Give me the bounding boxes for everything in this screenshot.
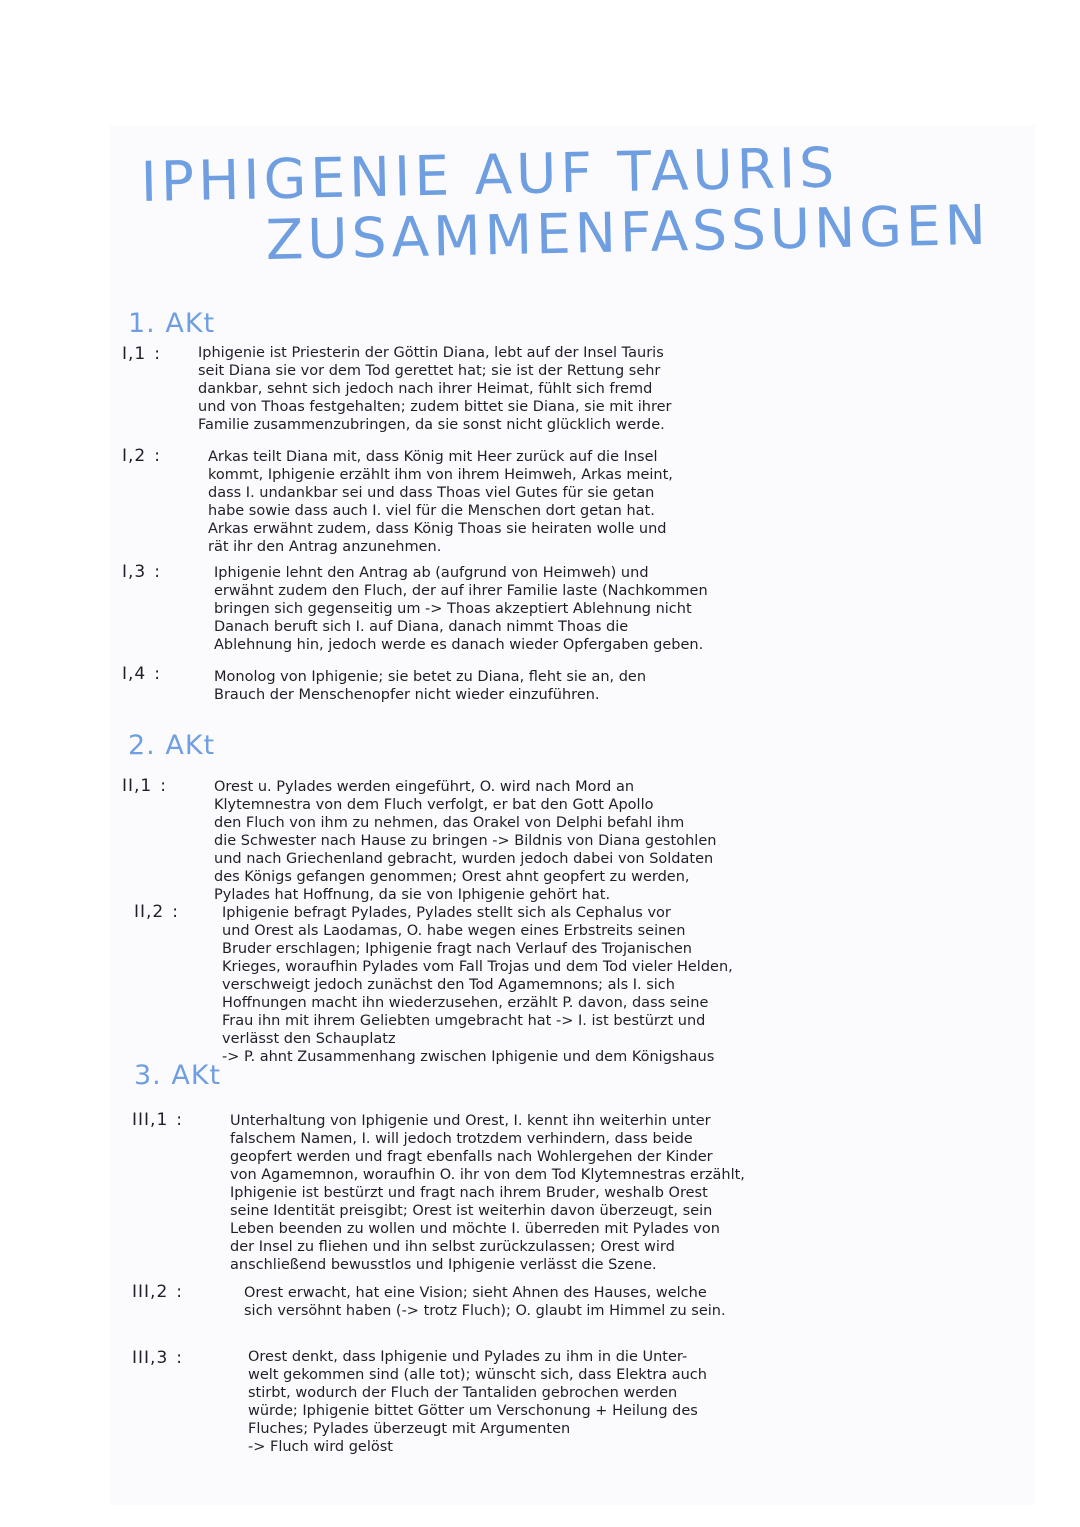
scene-text	[222, 904, 733, 1066]
scene-label: III,1 :	[132, 1110, 183, 1130]
page-title-line1: IPHIGENIE AUF TAURIS	[140, 135, 839, 214]
text-line: Brauch der Menschenopfer nicht wieder einzuführen.	[214, 687, 600, 703]
scene-label: III,3 :	[132, 1348, 183, 1368]
text-line: -> Fluch wird gelöst	[248, 1439, 393, 1455]
text-line: Krieges, woraufhin Pylades vom Fall Trojas und dem Tod vieler Helden,	[222, 959, 733, 975]
text-line: stirbt, wodurch der Fluch der Tantaliden gebrochen werden	[248, 1385, 678, 1401]
scene-text	[214, 778, 716, 904]
text-line: verschweigt jedoch zunächst den Tod Agamemnons; als I. sich	[222, 977, 675, 993]
scene-text	[248, 1348, 707, 1456]
text-line: Arkas erwähnt zudem, dass König Thoas sie heiraten wolle und	[208, 521, 667, 537]
text-line: anschließend bewusstlos und Iphigenie verlässt die Szene.	[230, 1257, 657, 1273]
text-line: Arkas teilt Diana mit, dass König mit Heer zurück auf die Insel	[208, 449, 658, 465]
text-line: Familie zusammenzubringen, da sie sonst nicht glücklich werde.	[198, 417, 665, 433]
text-line: Ablehnung hin, jedoch werde es danach wieder Opfergaben geben.	[214, 637, 704, 653]
text-line: Iphigenie befragt Pylades, Pylades stellt sich als Cephalus vor	[222, 905, 671, 921]
text-line: rät ihr den Antrag anzunehmen.	[208, 539, 442, 555]
scene-text	[244, 1284, 726, 1320]
scene-text	[198, 344, 671, 434]
text-line: -> P. ahnt Zusammenhang zwischen Iphigenie und dem Königshaus	[222, 1049, 715, 1065]
text-line: und von Thoas festgehalten; zudem bittet sie Diana, sie mit ihrer	[198, 399, 672, 415]
text-line: welt gekommen sind (alle tot); wünscht sich, dass Elektra auch	[248, 1367, 707, 1383]
act-heading: 3. AKt	[134, 1060, 222, 1091]
scene-text	[214, 668, 646, 704]
text-line: Frau ihn mit ihrem Geliebten umgebracht hat -> I. ist bestürzt und	[222, 1013, 706, 1029]
text-line: den Fluch von ihm zu nehmen, das Orakel von Delphi befahl ihm	[214, 815, 685, 831]
text-line: Bruder erschlagen; Iphigenie fragt nach Verlauf des Trojanischen	[222, 941, 692, 957]
text-line: und Orest als Laodamas, O. habe wegen eines Erbstreits seinen	[222, 923, 686, 939]
scene-text	[208, 448, 673, 556]
text-line: Danach beruft sich I. auf Diana, danach nimmt Thoas die	[214, 619, 629, 635]
text-line: dass I. undankbar sei und dass Thoas viel Gutes für sie getan	[208, 485, 655, 501]
text-line: kommt, Iphigenie erzählt ihm von ihrem Heimweh, Arkas meint,	[208, 467, 673, 483]
scene-text	[214, 564, 708, 654]
text-line: würde; Iphigenie bittet Götter um Verschonung + Heilung des	[248, 1403, 698, 1419]
text-line: des Königs gefangen genommen; Orest ahnt geopfert zu werden,	[214, 869, 690, 885]
text-line: Iphigenie ist bestürzt und fragt nach ihrem Bruder, weshalb Orest	[230, 1185, 708, 1201]
text-line: falschem Namen, I. will jedoch trotzdem verhindern, dass beide	[230, 1131, 693, 1147]
text-line: Monolog von Iphigenie; sie betet zu Diana, fleht sie an, den	[214, 669, 647, 685]
act-heading: 2. AKt	[128, 730, 216, 761]
scene-label: I,4 :	[122, 664, 161, 684]
text-line: erwähnt zudem den Fluch, der auf ihrer Familie laste (Nachkommen	[214, 583, 708, 599]
text-line: von Agamemnon, woraufhin O. ihr von dem Tod Klytemnestras erzählt,	[230, 1167, 745, 1183]
scene-text	[230, 1112, 745, 1274]
text-line: seit Diana sie vor dem Tod gerettet hat; sie ist der Rettung sehr	[198, 363, 661, 379]
text-line: Hoffnungen macht ihn wiederzusehen, erzählt P. davon, dass seine	[222, 995, 709, 1011]
text-line: Orest denkt, dass Iphigenie und Pylades zu ihm in die Unter-	[248, 1349, 688, 1365]
text-line: dankbar, sehnt sich jedoch nach ihrer Heimat, fühlt sich fremd	[198, 381, 653, 397]
text-line: Unterhaltung von Iphigenie und Orest, I. kennt ihn weiterhin unter	[230, 1113, 711, 1129]
text-line: Iphigenie ist Priesterin der Göttin Diana, lebt auf der Insel Tauris	[198, 345, 664, 361]
text-line: bringen sich gegenseitig um -> Thoas akzeptiert Ablehnung nicht	[214, 601, 692, 617]
text-line: Leben beenden zu wollen und möchte I. überreden mit Pylades von	[230, 1221, 720, 1237]
text-line: die Schwester nach Hause zu bringen -> Bildnis von Diana gestohlen	[214, 833, 717, 849]
text-line: seine Identität preisgibt; Orest ist weiterhin davon überzeugt, sein	[230, 1203, 713, 1219]
text-line: Fluches; Pylades überzeugt mit Argumenten	[248, 1421, 571, 1437]
act-heading: 1. AKt	[128, 308, 216, 339]
text-line: Orest u. Pylades werden eingeführt, O. wird nach Mord an	[214, 779, 635, 795]
scene-label: I,3 :	[122, 562, 161, 582]
text-line: Orest erwacht, hat eine Vision; sieht Ahnen des Hauses, welche	[244, 1285, 707, 1301]
scene-label: II,2 :	[134, 902, 179, 922]
text-line: und nach Griechenland gebracht, wurden jedoch dabei von Soldaten	[214, 851, 714, 867]
scene-label: I,1 :	[122, 344, 161, 364]
scene-label: I,2 :	[122, 446, 161, 466]
text-line: der Insel zu fliehen und ihn selbst zurückzulassen; Orest wird	[230, 1239, 675, 1255]
text-line: Klytemnestra von dem Fluch verfolgt, er bat den Gott Apollo	[214, 797, 654, 813]
scene-label: III,2 :	[132, 1282, 183, 1302]
scene-label: II,1 :	[122, 776, 167, 796]
text-line: sich versöhnt haben (-> trotz Fluch); O. glaubt im Himmel zu sein.	[244, 1303, 726, 1319]
page-title-line2: ZUSAMMENFASSUNGEN	[265, 192, 991, 272]
text-line: geopfert werden und fragt ebenfalls nach Wohlergehen der Kinder	[230, 1149, 713, 1165]
text-line: Iphigenie lehnt den Antrag ab (aufgrund von Heimweh) und	[214, 565, 649, 581]
text-line: Pylades hat Hoffnung, da sie von Iphigenie gehört hat.	[214, 887, 611, 903]
text-line: verlässt den Schauplatz	[222, 1031, 396, 1047]
text-line: habe sowie dass auch I. viel für die Menschen dort getan hat.	[208, 503, 655, 519]
